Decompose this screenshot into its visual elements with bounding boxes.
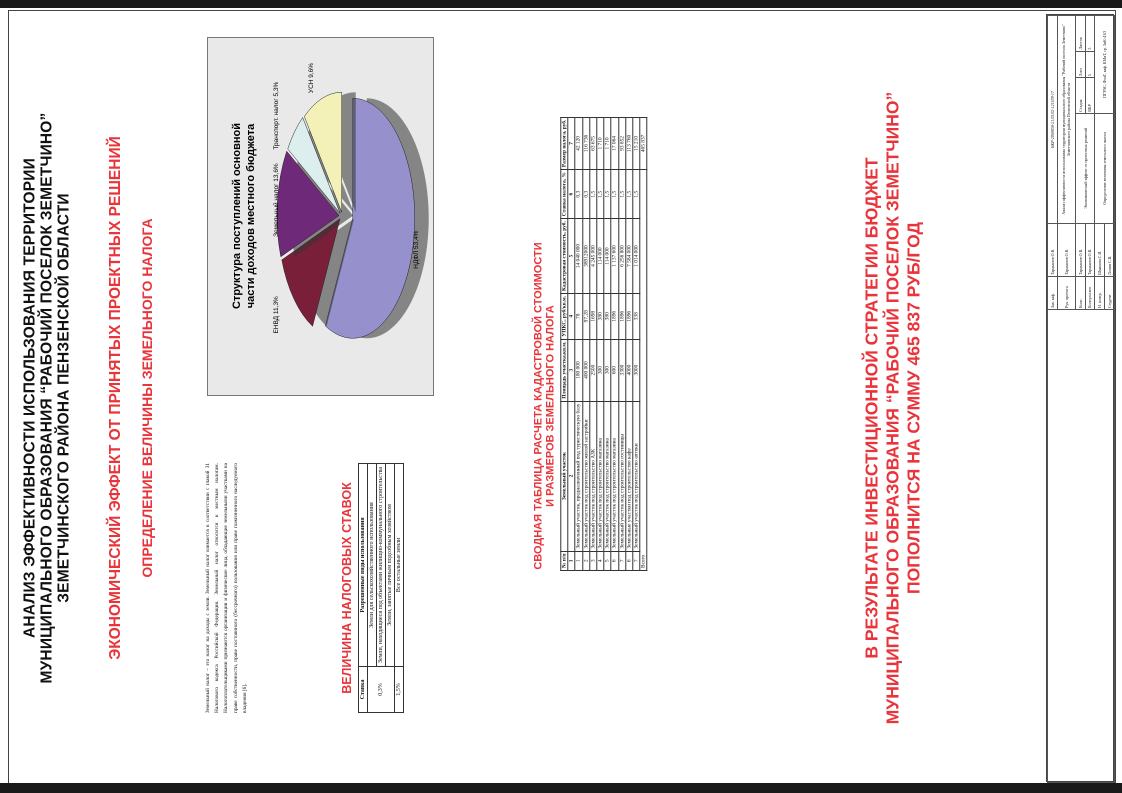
summary-cell: 4000: [626, 339, 633, 401]
summary-cell: 1 137 600: [611, 219, 618, 294]
summary-cell: Земельный участок под строительство АЗК: [590, 401, 597, 551]
stage-header: Стадия: [1075, 78, 1085, 114]
summary-cell: 17 064: [611, 117, 618, 170]
project-title: Анализ эффективности использования территории муниципального образования "Рабочий поселок Земетчино" Земетчинского района Пензенской области: [1057, 16, 1075, 224]
economic-effect-title: ЭКОНОМИЧЕСКИЙ ЭФФЕКТ ОТ ПРИНЯТЫХ ПРОЕКТНЫХ РЕШЕНИЙ: [107, 136, 124, 660]
summary-column-number: 1: [568, 551, 575, 570]
title-block: [1046, 14, 1114, 782]
summary-cell: 6: [626, 551, 633, 570]
sheet-value: 5: [1085, 51, 1095, 78]
summary-cell: 600: [611, 339, 618, 401]
summary-cell: Земельный участок под строительство магазина: [611, 401, 618, 551]
name-cell: Тараканов О.В.: [1085, 224, 1095, 277]
summary-cell: 42 120: [575, 117, 582, 170]
summary-cell: 114 000: [597, 219, 604, 294]
summary-row: [590, 117, 597, 570]
summary-row: [575, 117, 582, 570]
summary-total-row: [640, 117, 647, 570]
summary-cell: 3: [590, 551, 597, 570]
use-cell: Земли, занятые личным подсобным хозяйством: [386, 464, 395, 667]
summary-row: [626, 117, 633, 570]
pie-slice-label: УСН 9,6%: [308, 62, 316, 94]
sheet-header: Лист: [1075, 51, 1085, 78]
summary-cell: 1,5: [604, 170, 611, 219]
summary-cell: 1 710: [597, 117, 604, 170]
pie-slice-label: Транспорт. налог 5,3%: [273, 81, 280, 150]
conclusion-line2: МУНИЦИПАЛЬНОГО ОБРАЗОВАНИЯ “РАБОЧИЙ ПОСЕЛОК ЗЕМЕТЧИНО”: [882, 91, 903, 725]
summary-cell: 1 710: [604, 117, 611, 170]
summary-cell: 338: [633, 293, 640, 339]
rates-header-uses: Разрешенные виды использования: [359, 464, 368, 667]
role-cell: Консультант: [1085, 277, 1095, 310]
document-code: ВКР-2069059-21.03.02-121678-17: [1048, 16, 1058, 224]
main-heading: [22, 112, 73, 683]
sheets-header: Листов: [1075, 16, 1085, 52]
name-cell: Тараканов О.В.: [1057, 224, 1075, 277]
role-cell: Рук. проекта: [1057, 277, 1075, 310]
summary-cell: 7: [633, 551, 640, 570]
name-cell: Тараканов О.В.: [1048, 224, 1058, 277]
summary-cell: 380: [604, 293, 611, 339]
summary-cell: 38912000: [582, 219, 589, 294]
summary-total-label: Всего: [640, 170, 647, 571]
summary-header-cell: Ставка налога, %: [561, 170, 568, 219]
rates-table-title: ВЕЛИЧИНА НАЛОГОВЫХ СТАВОК: [340, 482, 354, 694]
summary-cell: 1896: [626, 293, 633, 339]
summary-cell: 1: [575, 551, 582, 570]
summary-row: [633, 117, 640, 570]
top-border-bar: [0, 0, 1122, 8]
name-cell: Лопин С.В.: [1105, 224, 1115, 277]
summary-column-number: 4: [568, 293, 575, 339]
summary-title-line1: СВОДНАЯ ТАБЛИЦА РАСЧЕТА КАДАСТРОВОЙ СТОИМОСТИ: [532, 242, 545, 570]
use-cell: Земли для сельскохозяйственного использования: [368, 464, 377, 667]
summary-column-number: 2: [568, 401, 575, 551]
sheets-value: 5: [1085, 16, 1095, 52]
conclusion: [862, 92, 925, 725]
summary-cell: Земельный участок под строительство жилой застройки: [582, 401, 589, 551]
bottom-border-bar: [0, 783, 1122, 793]
sheet-title: Экономический эффект от проектных решений: [1075, 113, 1095, 223]
summary-cell: 3300: [618, 339, 625, 401]
summary-section: [532, 119, 647, 571]
rates-header-rate: Ставка: [359, 666, 368, 712]
summary-cell: 5: [604, 551, 611, 570]
summary-cell: 300: [604, 339, 611, 401]
summary-header-cell: Кадастровая стоимость, руб.: [561, 219, 568, 294]
rates-row: [368, 464, 377, 713]
summary-column-number: 3: [568, 339, 575, 401]
summary-cell: 14 040 000: [575, 219, 582, 294]
role-cell: Студент: [1105, 277, 1115, 310]
chart-title-line1: Структура поступлений основной: [231, 123, 243, 309]
summary-table: [560, 117, 647, 571]
summary-cell: 1,5: [633, 170, 640, 219]
summary-cell: 97,28: [582, 293, 589, 339]
summary-cell: 4 245 000: [590, 219, 597, 294]
title-block-table: [1047, 15, 1115, 783]
summary-cell: Земельные участки под строительство кафе: [626, 401, 633, 551]
use-cell: Все остальные земли: [395, 464, 404, 667]
summary-column-number: 6: [568, 170, 575, 219]
summary-column-number: 5: [568, 219, 575, 294]
summary-cell: 1,5: [590, 170, 597, 219]
summary-cell: Земельный участок под строительство магазина: [604, 401, 611, 551]
pie-chart: [208, 38, 433, 395]
heading-line1: АНАЛИЗ ЭФФЕКТИВНОСТИ ИСПОЛЬЗОВАНИЯ ТЕРРИТОРИИ: [21, 158, 39, 638]
summary-cell: 0,3: [582, 170, 589, 219]
summary-cell: 1896: [611, 293, 618, 339]
summary-cell: 1896: [618, 293, 625, 339]
summary-cell: 2500: [590, 339, 597, 401]
summary-cell: 1698: [590, 293, 597, 339]
conclusion-line3: ПОПОЛНИТСЯ НА СУММУ 465 837 РУБ/ГОД: [903, 222, 924, 594]
summary-row: [618, 117, 625, 570]
summary-cell: 0,3: [575, 170, 582, 219]
summary-cell: 15 210: [633, 117, 640, 170]
summary-cell: 78: [575, 293, 582, 339]
summary-header-cell: УПКС, руб/кв.м.: [561, 293, 568, 339]
summary-cell: 7 584 000: [626, 219, 633, 294]
rates-table: [358, 463, 404, 713]
heading-line3: ЗЕМЕТЧИНСКОГО РАЙОНА ПЕНЗЕНСКОЙ ОБЛАСТИ: [55, 193, 73, 603]
summary-cell: 114 000: [604, 219, 611, 294]
summary-column-number: 7: [568, 117, 575, 170]
heading-line2: МУНИЦИПАЛЬНОГО ОБРАЗОВАНИЯ “РАБОЧИЙ ПОСЕЛОК ЗЕМЕТЧИНО”: [38, 112, 56, 684]
role-cell: Зав. каф.: [1048, 277, 1058, 310]
sheet-subtitle: Определение величины земельного налога: [1095, 113, 1115, 223]
summary-cell: 3000: [633, 339, 640, 401]
rates-section: [340, 463, 404, 713]
summary-cell: 400 000: [582, 339, 589, 401]
chart-title-line2: части доходов местного бюджета: [245, 123, 257, 309]
summary-cell: 1,5: [626, 170, 633, 219]
summary-header-cell: Земельный участок: [561, 401, 568, 551]
rate-cell: 0,3%: [368, 666, 395, 712]
summary-cell: 1,5: [597, 170, 604, 219]
summary-cell: 380: [597, 293, 604, 339]
summary-total-value: 465 837: [640, 117, 647, 170]
summary-cell: 63 675: [590, 117, 597, 170]
pie-slice-label: ЕНВД 11,3%: [273, 296, 280, 334]
summary-cell: 113 760: [626, 117, 633, 170]
summary-row: [604, 117, 611, 570]
summary-header-cell: Размер налога, руб.: [561, 117, 568, 170]
summary-cell: 300: [597, 339, 604, 401]
summary-cell: 93 852: [618, 117, 625, 170]
name-cell: Шмакова С.И.: [1095, 224, 1105, 277]
summary-header-cell: № п/п: [561, 551, 568, 570]
summary-cell: Земельный участок под строительство магазина: [597, 401, 604, 551]
summary-row: [597, 117, 604, 570]
pie-slice-label: НДФЛ 53,4%: [413, 230, 420, 269]
intro-paragraph: Земельный налог – это налог на доходы с земли. Земельный налог взимается в соответствии с главой 31 Налогового кодекса Российской Федерации. Земельный налог относится к местным налогам. Налогоплательщиками признаются организации и физические лица, обладающие земельными участками на праве собственности, праве постоянного (бессрочного) пользования или праве пожизненного наследуемого владения [6].: [205, 463, 248, 713]
chart-panel: [207, 37, 434, 396]
summary-cell: 6: [611, 551, 618, 570]
rate-cell: 1,5%: [395, 666, 404, 712]
summary-cell: Земельный участок, предназначенный под туристическую базу: [575, 401, 582, 551]
summary-cell: 180 000: [575, 339, 582, 401]
name-cell: Тараканов О.В.: [1075, 224, 1085, 277]
organization: ПГУАС, ФзиТ, каф. КМиТ, гр. ЗиК-41/3: [1095, 16, 1115, 114]
summary-cell: 1 014 000: [633, 219, 640, 294]
conclusion-line1: В РЕЗУЛЬТАТЕ ИНВЕСТИЦИОННОЙ СТРАТЕГИИ БЮДЖЕТ: [861, 157, 882, 659]
summary-cell: 2: [582, 551, 589, 570]
stage-value: ВКР: [1085, 78, 1095, 114]
summary-row: [582, 117, 589, 570]
summary-cell: Земельный участок под строительство аптеки: [633, 401, 640, 551]
summary-cell: Земельный участок под строительство гостиницы: [618, 401, 625, 551]
summary-cell: 1,5: [611, 170, 618, 219]
summary-cell: 7: [618, 551, 625, 570]
summary-cell: 1,5: [618, 170, 625, 219]
pie-slice-label: Земельный налог 13,6%: [273, 163, 280, 237]
summary-row: [611, 117, 618, 570]
rates-row: [395, 464, 404, 713]
role-cell: Н. контр.: [1095, 277, 1105, 310]
use-cell: Земли, находящиеся под объектами жилищно-коммунального строительства: [377, 464, 386, 667]
summary-cell: 4: [597, 551, 604, 570]
summary-cell: 6 256 800: [618, 219, 625, 294]
summary-header-cell: Площадь участка,кв.м.: [561, 339, 568, 401]
land-tax-title: ОПРЕДЕЛЕНИЕ ВЕЛИЧИНЫ ЗЕМЕЛЬНОГО НАЛОГА: [139, 218, 155, 578]
summary-cell: 116 736: [582, 117, 589, 170]
summary-title-line2: И РАЗМЕРОВ ЗЕМЕЛЬНОГО НАЛОГА: [544, 305, 557, 507]
role-cell: Конс.: [1075, 277, 1085, 310]
